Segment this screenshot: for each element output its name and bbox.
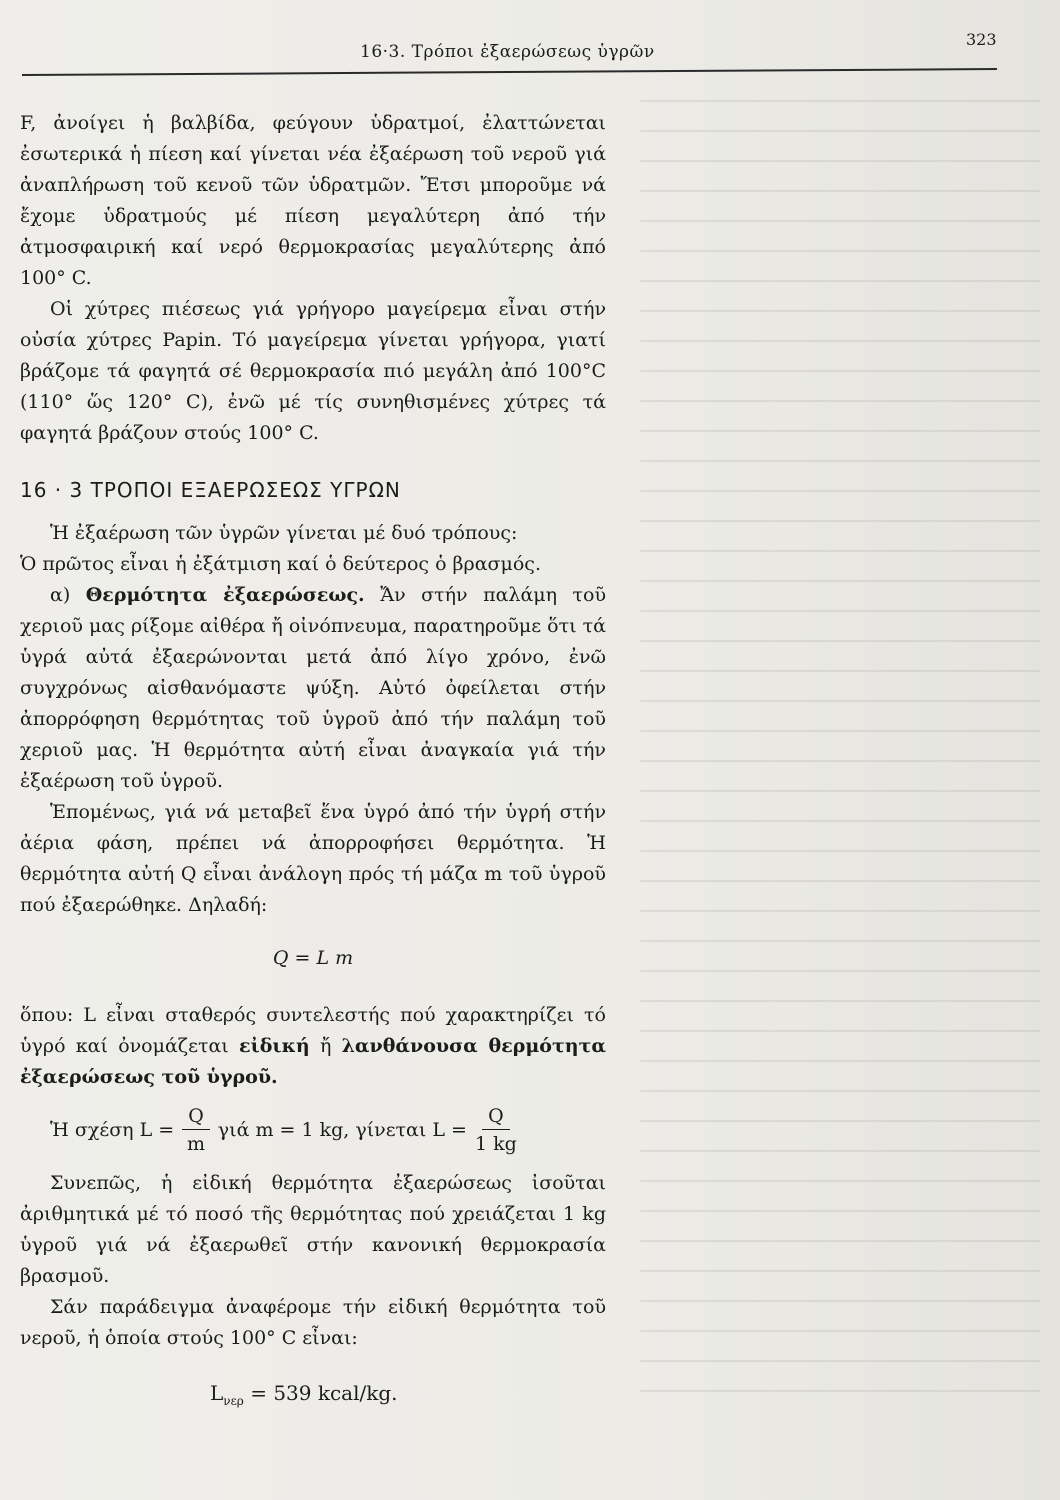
term-latent-heat: λανθάνουσα θερμότητα ἐξαερώσεως τοῦ ὑγροῦ. (20, 1035, 606, 1088)
formula-symbol: L (210, 1381, 224, 1405)
subheading-heat-of-vaporization: Θερμότητα ἐξαερώσεως. (85, 584, 365, 606)
item-label: α) (50, 584, 71, 606)
fraction-2-denominator: 1 kg (474, 1133, 517, 1155)
paragraph-3-line-2: Ὁ πρῶτος εἶναι ἡ ἐξάτμιση καί ὁ δεύτερος ὁ βρασμός. (20, 553, 541, 575)
running-header-title: 16·3. Τρόποι ἐξαερώσεως ὑγρῶν (360, 42, 655, 62)
fraction-q-over-1kg (475, 1103, 517, 1158)
term-specific: εἰδική (239, 1035, 310, 1057)
term-connector: ἤ (319, 1035, 332, 1057)
fraction-2-numerator: Q (482, 1103, 510, 1130)
fraction-1-numerator: Q (182, 1103, 210, 1130)
relation-middle: γιά m = 1 kg, γίνεται L = (217, 1119, 467, 1141)
formula-subscript: νερ (223, 1394, 244, 1408)
fraction-1-denominator: m (186, 1133, 205, 1155)
text-column (20, 108, 606, 1417)
fraction-q-over-m (182, 1103, 210, 1158)
paragraph-4-text: Ἄν στήν παλάμη τοῦ χεριοῦ μας ρίξομε αἰθέρα ἤ οἰνόπνευμα, παρατηροῦμε ὅτι τά ὑγρά αὐτά ἐξαερώνονται μετά ἀπό λίγο χρόνο, ἐνῶ συγχρόνως αἰσθανόμαστε ψύξη. Αὐτό ὀφείλεται στήν ἀπορρόφηση θερμότητας τοῦ ὑγροῦ ἀπό τήν παλάμη τοῦ χεριοῦ μας. Ἡ θερμότητα αὐτή εἶναι ἀναγκαία γιά τήν ἐξαέρωση τοῦ ὑγροῦ. (20, 584, 606, 792)
paragraph-6 (20, 1000, 606, 1093)
page-number: 323 (966, 30, 997, 49)
paragraph-1: F, ἀνοίγει ἡ βαλβίδα, φεύγουν ὑδρατμοί, ἐλαττώνεται ἐσωτερικά ἡ πίεση καί γίνεται νέα ἐξαέρωση τοῦ νεροῦ γιά ἀναπλήρωση τοῦ κενοῦ τῶν ὑδρατμῶν. Ἔτσι μποροῦμε νά ἔχομε ὑδρατμούς μέ πίεση μεγαλύτερη ἀπό τήν ἀτμοσφαιρική καί νερό θερμοκρασίας μεγαλύτερης ἀπό 100° C. (20, 112, 606, 289)
header-rule (22, 68, 997, 76)
paragraph-2: Οἱ χύτρες πιέσεως γιά γρήγορο μαγείρεμα εἶναι στήν οὐσία χύτρες Papin. Τό μαγείρεμα γίνεται γρήγορα, γιατί βράζομε τά φαγητά σέ θερμοκρασία πιό μεγάλη ἀπό 100°C (110° ὥς 120° C), ἐνῶ μέ τίς συνηθισμένες χύτρες τά φαγητά βράζουν στούς 100° C. (20, 298, 606, 444)
formula-q-equals-lm: Q = L m (272, 947, 354, 969)
relation-formula (50, 1103, 606, 1158)
paragraph-7: Συνεπῶς, ἡ εἰδική θερμότητα ἐξαερώσεως ἰσοῦται ἀριθμητικά μέ τό ποσό τῆς θερμότητας πού χρειάζεται 1 kg ὑγροῦ γιά νά ἐξαερωθεῖ στήν κανονική θερμοκρασία βρασμοῦ. (20, 1172, 606, 1287)
paragraph-8: Σάν παράδειγμα ἀναφέρομε τήν εἰδική θερμότητα τοῦ νεροῦ, ἡ ὁποία στούς 100° C εἶναι: (20, 1296, 606, 1349)
formula-value: = 539 kcal/kg. (250, 1381, 398, 1405)
paragraph-4 (20, 580, 606, 797)
paragraph-6-text: ὅπου: L εἶναι σταθερός συντελεστής πού χαρακτηρίζει τό ὑγρό καί ὀνομάζεται (20, 1004, 606, 1057)
paragraph-5: Ἑπομένως, γιά νά μεταβεῖ ἕνα ὑγρό ἀπό τήν ὑγρή στήν ἀέρια φάση, πρέπει νά ἀπορροφήσει θερμότητα. Ἡ θερμότητα αὐτή Q εἶναι ἀνάλογη πρός τή μάζα m τοῦ ὑγροῦ πού ἐξαερώθηκε. Δηλαδή: (20, 801, 606, 916)
relation-prefix: Ἡ σχέση L = (50, 1119, 175, 1141)
water-latent-heat-formula (210, 1378, 606, 1417)
bleed-through-text (640, 100, 1040, 1420)
paragraph-3-line-1: Ἡ ἐξαέρωση τῶν ὑγρῶν γίνεται μέ δυό τρόπους: (50, 522, 518, 544)
section-heading: 16 · 3 ΤΡΟΠΟΙ ΕΞΑΕΡΩΣΕΩΣ ΥΓΡΩΝ (20, 478, 401, 502)
